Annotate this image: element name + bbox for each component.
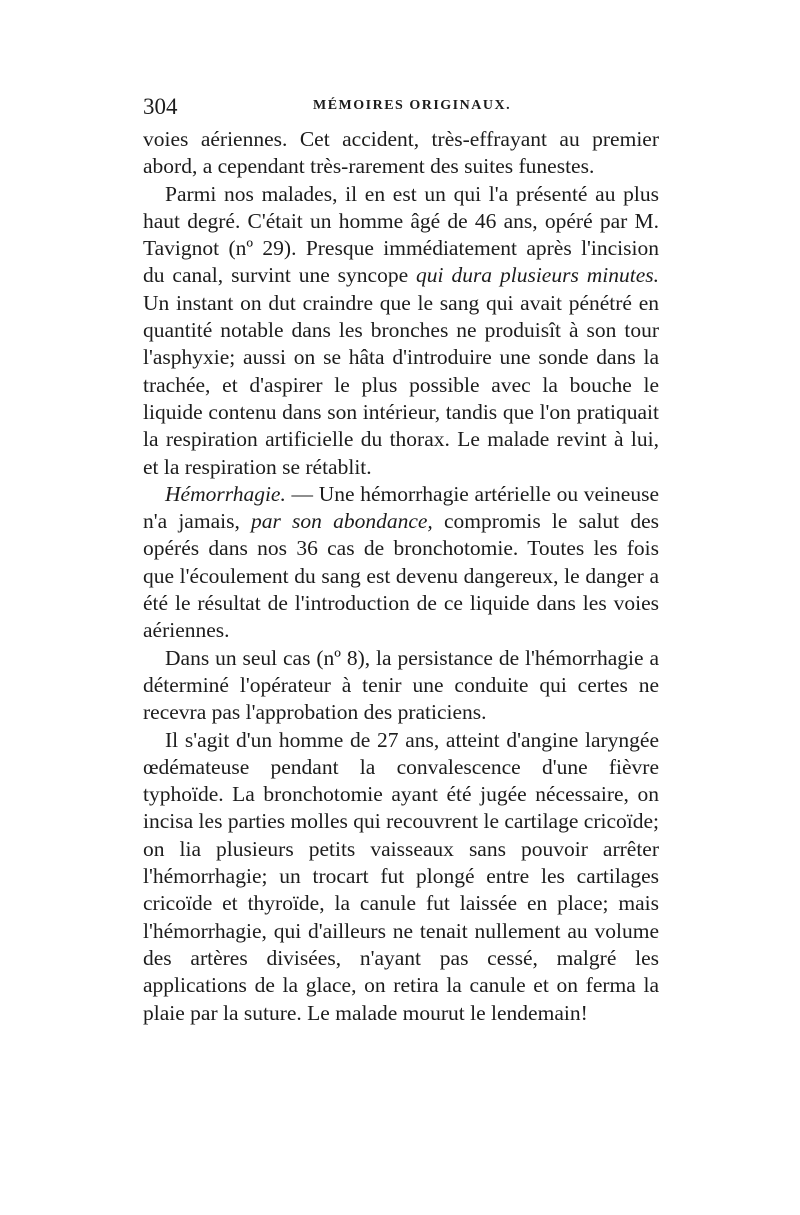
body-text	[143, 126, 659, 1027]
text-span: Parmi nos malades, il en est un qui l'a présenté au plus haut degré. C'était un homme âgé de 46 ans, opéré par M. Tavignot (nº 29). Presque immédiatement après l'incision du canal, survint une syncope	[143, 181, 659, 288]
paragraph-p2	[143, 181, 659, 481]
running-head: MÉMOIRES ORIGINAUX.	[313, 98, 512, 113]
text-span: — Une hémorrhagie artérielle ou veineuse n'a jamais,	[143, 481, 659, 534]
page-number: 304	[143, 94, 178, 119]
italic-text-span: par son abondance,	[251, 509, 433, 534]
paragraph-p4	[143, 645, 659, 727]
italic-text-span: qui dura plusieurs minutes.	[416, 263, 659, 288]
text-span: Dans un seul cas (nº 8), la persistance de l'hémorrhagie a déterminé l'opérateur à tenir une conduite qui certes ne recevra pas l'approbation des praticiens.	[143, 645, 659, 725]
page-header	[143, 92, 659, 126]
paragraph-p5	[143, 727, 659, 1027]
text-span: voies aériennes. Cet accident, très-effrayant au premier abord, a cependant très-rarement des suites funestes.	[143, 127, 659, 179]
book-page	[143, 92, 659, 1027]
italic-text-span: Hémorrhagie.	[165, 481, 286, 506]
paragraph-p1	[143, 126, 659, 181]
text-span: Il s'agit d'un homme de 27 ans, atteint d'angine laryngée œdémateuse pendant la convalescence d'une fièvre typhoïde. La bronchotomie ayant été jugée nécessaire, on incisa les parties molles qui recouvrent le cartilage cricoïde; on lia plusieurs petits vaisseaux sans pouvoir arrêter l'hémorrhagie; un trocart fut plongé entre les cartilages cricoïde et thyroïde, la canule fut laissée en place; mais l'hémorrhagie, qui d'ailleurs ne tenait nullement au volume des artères divisées, n'ayant pas cessé, malgré les applications de la glace, on retira la canule et on ferma la plaie par la suture. Le malade mourut le lendemain!	[143, 727, 659, 1025]
text-span: Un instant on dut craindre que le sang qui avait pénétré en quantité notable dans les bronches ne produisît à son tour l'asphyxie; aussi on se hâta d'introduire une sonde dans la trachée, et d'aspirer le plus possible avec la bouche le liquide contenu dans son intérieur, tandis que l'on pratiquait la respiration artificielle du thorax. Le malade revint à lui, et la respiration se rétablit.	[143, 290, 659, 479]
text-span: compromis le salut des opérés dans nos 36 cas de bronchotomie. Toutes les fois que l'écoulement du sang est devenu dangereux, le danger a été le résultat de l'introduction de ce liquide dans les voies aériennes.	[143, 509, 659, 643]
paragraph-p3	[143, 481, 659, 645]
